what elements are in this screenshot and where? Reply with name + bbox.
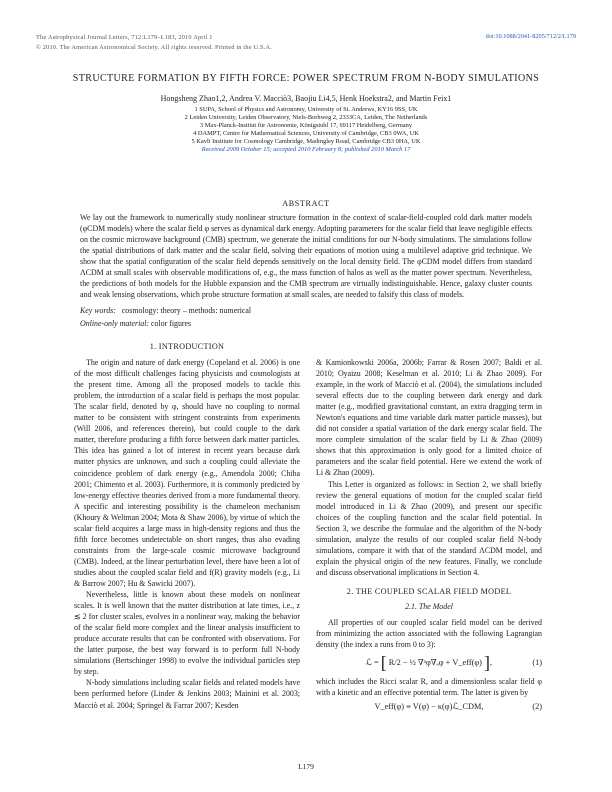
journal-line: The Astrophysical Journal Letters, 712:L179–L183, 2010 April 1 bbox=[36, 34, 213, 41]
section-heading-introduction: 1. INTRODUCTION bbox=[149, 342, 225, 351]
paragraph: & Kamionkowski 2006a, 2006b; Farrar & Rosen 2007; Baldi et al. 2010; Oyaizu 2008; Keselman et al. 2010; Li & Zhao 2009). For example, in the work of Macciò et al. (2004), the simulations included several effects due to the coupling between dark energy and dark matter (e.g., modified gravitational constant, an extra dragging term in Newton's equations and time variable dark matter particle masses), but did not consider a spatial variation of the dark energy scalar field. The more complete simulation of the scalar field by Li & Zhao (2009) shows that this approximation is only good for a limited choice of parameters and the scalar field potential. Here we extend the work of Li & Zhao (2009). bbox=[316, 358, 542, 478]
bracket-right: ] bbox=[484, 652, 491, 673]
section-heading-model: 2. THE COUPLED SCALAR FIELD MODEL bbox=[346, 586, 512, 596]
affiliation-item: 3 Max-Planck-Institut für Astronomie, Königstuhl 17, 69117 Heidelberg, Germany bbox=[199, 122, 413, 130]
affiliation-list bbox=[120, 106, 492, 155]
author-list: Hongsheng Zhao1,2, Andrea V. Macciò3, Baojiu Li4,5, Henk Hoekstra2, and Martin Feix1 bbox=[160, 94, 452, 103]
equation-1 bbox=[316, 652, 542, 673]
equation-2-body: V_eff(φ) ≡ V(φ) − κ(φ)ℒ_CDM, bbox=[374, 701, 484, 711]
journal-header bbox=[36, 33, 272, 52]
equation-1-lhs: ℒ = bbox=[365, 658, 379, 668]
equation-1-body: R/2 − ½ ∇ᵃφ∇ₐφ + V_eff(φ) bbox=[388, 658, 482, 668]
paragraph: This Letter is organized as follows: in Section 2, we shall briefly review the general equations of motion for the coupled scalar field model introduced in Li & Zhao (2009), and present our specific choices of the coupling function and the scalar field potential. In Section 3, we describe the formulae and the algorithm of the N-body simulation, analyze the results of our coupled scalar field N-body simulations, compare it with that of the standard ΛCDM model, and explain the physical origin of the new features. Finally, we conclude and discuss observational implications in Section 4. bbox=[316, 479, 542, 577]
keywords-value: cosmology: theory – methods: numerical bbox=[121, 306, 252, 315]
equation-1-number: (1) bbox=[532, 658, 542, 668]
online-label: Online-only material: bbox=[80, 319, 150, 328]
online-value: color figures bbox=[151, 319, 192, 328]
keywords bbox=[80, 306, 251, 315]
page-number: L179 bbox=[298, 762, 314, 771]
equation-2-number: (2) bbox=[532, 701, 542, 711]
doi-link[interactable]: doi:10.1088/2041-8205/712/2/L179 bbox=[485, 33, 576, 40]
affiliation-item: 4 DAMPT, Centre for Mathematical Sciences, University of Cambridge, CB3 0WA, UK bbox=[193, 130, 419, 138]
affiliation-item: 5 Kavli Institute for Cosmology Cambridge, Madingley Road, Cambridge CB3 0HA, UK bbox=[191, 138, 421, 146]
online-material bbox=[80, 319, 191, 328]
bracket-left: [ bbox=[380, 652, 387, 673]
left-column bbox=[74, 341, 300, 711]
paragraph: Nevertheless, little is known about these models on nonlinear scales. It is well known that the matter distribution at late times, i.e., z ≲ 2 for cluster scales, evolves in a nonlinear way, making the behavior of the scalar field more complex and the linear analysis insufficient to produce accurate results that can be confronted with observations. For the latter purpose, the best way forward is to perform full N-body simulations (Bertschinger 1998) to evolve the individual particles step by step. bbox=[74, 590, 300, 677]
keywords-label: Key words: bbox=[80, 306, 116, 315]
abstract-heading: ABSTRACT bbox=[282, 199, 330, 208]
paragraph: All properties of our coupled scalar field model can be derived from minimizing the action associated with the following Lagrangian density (the index a runs from 0 to 3): bbox=[316, 618, 542, 650]
affiliation-item: 1 SUPA, School of Physics and Astronomy, University of St. Andrews, KY16 9SS, UK bbox=[194, 106, 418, 113]
equation-1-comma: , bbox=[490, 658, 493, 668]
equation-2 bbox=[316, 701, 542, 712]
copyright-line: © 2010. The American Astronomical Society. All rights reserved. Printed in the U.S.A. bbox=[36, 43, 273, 51]
abstract-text: We lay out the framework to numerically study nonlinear structure formation in the context of scalar-field-coupled cold dark matter models (φCDM models) where the scalar field φ serves as dynamical dark energy. Adopting parameters for the scalar field that leave negligible effects on the cosmic microwave background (CMB) spectrum, we generate the initial conditions for our N-body simulations. The simulations follow the spatial distributions of dark matter and the scalar field, solving their equations of motion using a multilevel adaptive grid technique. We show that the spatial configuration of the scalar field depends sensitively on the local density field. The φCDM model differs from standard ΛCDM at small scales with observable modifications of, e.g., the mass function of halos as well as the matter power spectrum. Nevertheless, the predictions of both models for the Hubble expansion and the CMB spectrum are virtually indistinguishable. Hence, galaxy cluster counts and weak lensing observations, which probe structure formation at small scales, are needed to falsify this class of models. bbox=[80, 213, 532, 299]
right-column bbox=[316, 357, 542, 712]
received-dates: Received 2009 October 15; accepted 2010 February 8; published 2010 March 17 bbox=[201, 146, 411, 154]
subsection-heading: 2.1. The Model bbox=[405, 601, 453, 611]
affiliation-item: 2 Leiden University, Leiden Observatory, Niels-Borhweg 2, 2333CA, Leiden, The Netherlands bbox=[184, 114, 428, 122]
paper-title: STRUCTURE FORMATION BY FIFTH FORCE: POWER SPECTRUM FROM N-BODY SIMULATIONS bbox=[72, 73, 540, 84]
paragraph: which includes the Ricci scalar R, and a dimensionless scalar field φ with a kinetic and an effective potential term. The latter is given by bbox=[316, 676, 542, 697]
paragraph: The origin and nature of dark energy (Copeland et al. 2006) is one of the most difficult challenges facing physicists and cosmologists at the present time. Among all the proposed models to tackle this problem, the introduction of a scalar field is perhaps the most popular. The scalar field, denoted by φ, should have no coupling to normal matter to be consistent with stringent constraints from experiments (Will 2006, and references therein), but could couple to the dark matter, therefore producing a fifth force between dark matter particles. This idea has gained a lot of interest in recent years because dark matter physics are unknown, and such a coupling could alleviate the coincidence problem of dark energy (e.g., Amendola 2000; Chiba 2001; Chimento et al. 2003). Furthermore, it is commonly predicted by low-energy effective theories derived from a more fundamental theory. A specific and interesting possibility is the chameleon mechanism (Khoury & Weltman 2004; Mota & Shaw 2006), by virtue of which the scalar field acquires a large mass in high-density regions and thus the fifth force becomes undetectable on short ranges, thus also evading constraints from the large-scale cosmic microwave background (CMB). Indeed, at the linear perturbation level, there have been a lot of studies about the coupled scalar field and f(R) gravity models (e.g., Li & Barrow 2007; Hu & Sawicki 2007). bbox=[74, 358, 300, 588]
paragraph: N-body simulations including scalar fields and related models have been performed before (Linder & Jenkins 2003; Mainini et al. 2003; Macciò et al. 2004; Springel & Farrar 2007; Kesden bbox=[74, 678, 300, 710]
